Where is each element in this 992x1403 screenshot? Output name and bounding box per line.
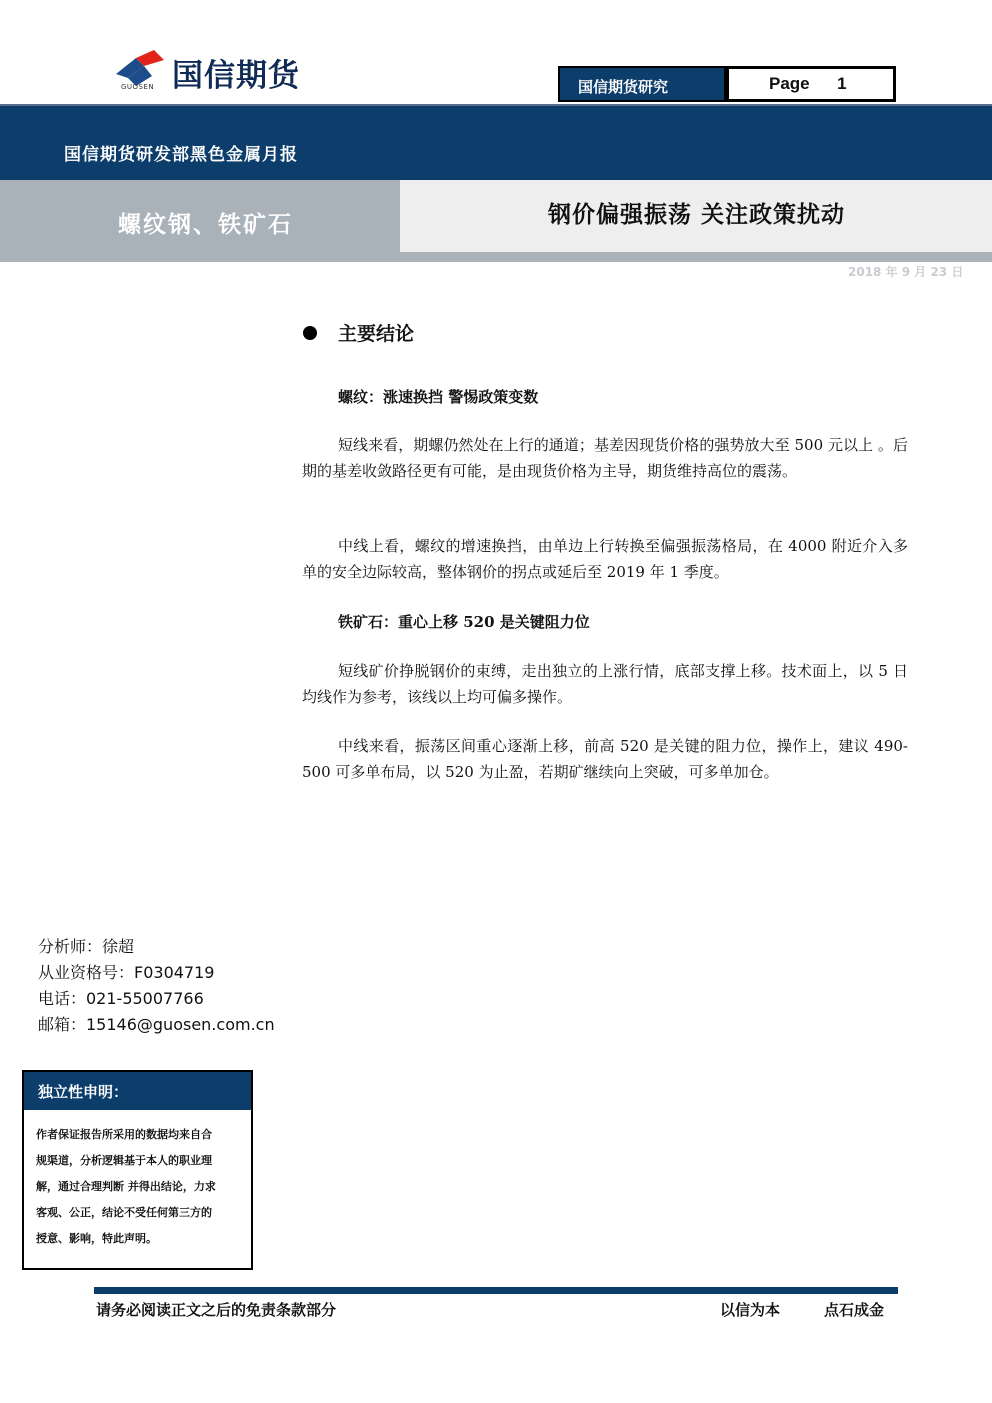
rebar-paragraph-2: 中线上看，螺纹的增速换挡，由单边上行转换至偏强振荡格局，在 4000 附近介入多单的安全边际较高，整体钢价的拐点或延后至 2019 年 1 季度。 xyxy=(302,537,908,581)
bullet-icon xyxy=(303,326,317,340)
rebar-paragraph-1: 短线来看，期螺仍然处在上行的通道；基差因现货价格的强势放大至 500 元以上 。后期的基差收敛路径更有可能，是由现货价格为主导，期货维持高位的震荡。 xyxy=(302,436,908,480)
page-indicator xyxy=(726,66,896,102)
iron-paragraph-2: 中线来看，振荡区间重心逐渐上移，前高 520 是关键的阻力位，操作上，建议 490-500 可多单布局，以 520 为止盈，若期矿继续向上突破，可多单加仓。 xyxy=(302,737,908,781)
divider-strip xyxy=(400,252,992,262)
page-label: Page xyxy=(769,74,810,93)
logo-sub: GUOSEN xyxy=(121,83,155,91)
statement-line: 作者保证报告所采用的数据均来自合 xyxy=(36,1128,212,1141)
analyst-email: 邮箱：15146@guosen.com.cn xyxy=(38,1015,275,1034)
report-headline: 钢价偏强振荡 关注政策扰动 xyxy=(548,201,846,228)
analyst-phone: 电话：021-55007766 xyxy=(38,989,204,1008)
page-number: 1 xyxy=(837,74,847,93)
subject-title: 螺纹钢、铁矿石 xyxy=(118,211,293,238)
iron-paragraph-1: 短线矿价挣脱钢价的束缚，走出独立的上涨行情，底部支撑上移。技术面上，以 5 日均线作为参考，该线以上均可偏多操作。 xyxy=(302,662,908,706)
statement-line: 客观、公正，结论不受任何第三方的 xyxy=(36,1206,212,1219)
footer-disclaimer-note: 请务必阅读正文之后的免责条款部分 xyxy=(96,1301,337,1319)
dept-label: 国信期货研究 xyxy=(558,66,726,102)
footer-motto-2: 点石成金 xyxy=(824,1301,885,1319)
iron-heading: 铁矿石：重心上移 520 是关键阻力位 xyxy=(338,613,590,631)
section-title: 主要结论 xyxy=(338,323,415,345)
logo-name: 国信期货 xyxy=(172,58,300,94)
analyst-name: 分析师：徐超 xyxy=(38,937,135,956)
report-date: 2018 年 9 月 23 日 xyxy=(848,265,964,279)
statement-line: 规渠道，分析逻辑基于本人的职业理 xyxy=(36,1154,212,1167)
footer-motto-1: 以信为本 xyxy=(720,1301,781,1319)
analyst-license: 从业资格号：F0304719 xyxy=(38,963,215,982)
statement-line: 授意、影响，特此声明。 xyxy=(36,1232,157,1245)
report-type-title: 国信期货研发部黑色金属月报 xyxy=(64,145,298,165)
statement-line: 解，通过合理判断 并得出结论，力求 xyxy=(36,1180,216,1193)
rebar-heading: 螺纹：涨速换挡 警惕政策变数 xyxy=(338,388,539,406)
independence-statement-title: 独立性申明： xyxy=(24,1072,251,1110)
footer-rule xyxy=(94,1287,898,1294)
